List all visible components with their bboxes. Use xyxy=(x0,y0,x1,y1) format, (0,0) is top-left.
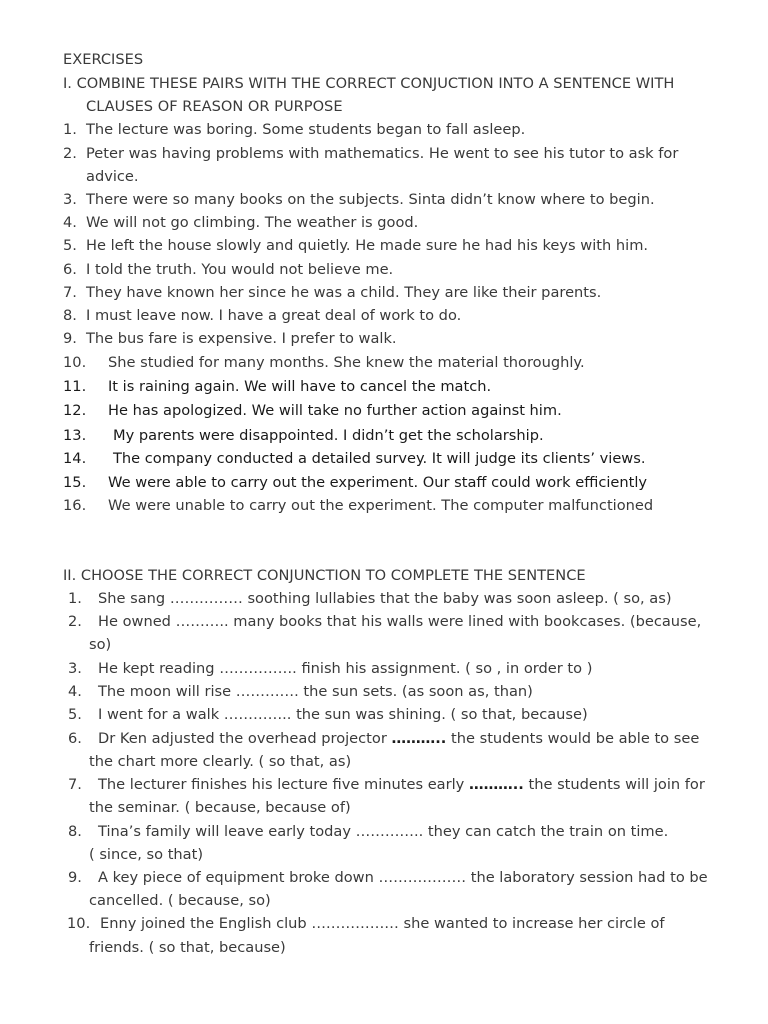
blank-dots: ……………… xyxy=(311,915,399,932)
s2-item-num: 2. xyxy=(68,613,82,630)
blank-dots: ……….. xyxy=(175,613,229,630)
s2-item-num: 9. xyxy=(68,869,82,886)
s1-item-text: There were so many books on the subjects. Sinta didn’t know where to begin. xyxy=(86,191,655,208)
s2-item-num: 8. xyxy=(68,823,82,840)
section1-heading: I. COMBINE THESE PAIRS WITH THE CORRECT CONJUCTION INTO A SENTENCE WITH xyxy=(63,75,675,92)
s2-item-num: 10. xyxy=(67,915,91,932)
s1-item-num: 16. xyxy=(63,497,87,514)
blank-dots: ……….. xyxy=(468,776,524,793)
s1-item-num: 9. xyxy=(63,330,77,347)
s1-item-num: 7. xyxy=(63,284,77,301)
s2-item-text: He kept reading ……………. finish his assignment. ( so , in order to ) xyxy=(98,660,593,677)
page-title: EXERCISES xyxy=(63,51,144,68)
blank-dots: ……………. xyxy=(219,660,297,677)
s2-item-text-cont: the chart more clearly. ( so that, as) xyxy=(89,753,352,770)
s1-item-text-cont: advice. xyxy=(86,168,139,185)
s2-item-text: She sang …………… soothing lullabies that the baby was soon asleep. ( so, as) xyxy=(98,590,672,607)
s1-item-text: He has apologized. We will take no further action against him. xyxy=(108,402,562,419)
s1-item-text: We were unable to carry out the experiment. The computer malfunctioned xyxy=(108,497,654,514)
blank-dots: ………….. xyxy=(223,706,292,723)
s2-item-text: A key piece of equipment broke down ……………… the laboratory session had to be xyxy=(98,869,708,886)
s1-item-num: 8. xyxy=(63,307,77,324)
s1-item-text: I told the truth. You would not believe me. xyxy=(86,261,394,278)
s1-item-text: He left the house slowly and quietly. He made sure he had his keys with him. xyxy=(86,237,649,254)
s2-item-text-cont: ( since, so that) xyxy=(89,846,204,863)
s1-item-text: The company conducted a detailed survey. It will judge its clients’ views. xyxy=(113,450,646,467)
s1-item-num: 2. xyxy=(63,145,77,162)
s1-item-num: 10. xyxy=(63,354,87,371)
s2-item-num: 3. xyxy=(68,660,82,677)
s2-item-text: The moon will rise …………. the sun sets. (as soon as, than) xyxy=(98,683,533,700)
s1-item-num: 14. xyxy=(63,450,87,467)
s1-item-text: We will not go climbing. The weather is good. xyxy=(86,214,419,231)
s2-item-text: Enny joined the English club ……………… she wanted to increase her circle of xyxy=(100,915,665,932)
s2-item-text-cont: the seminar. ( because, because of) xyxy=(89,799,351,816)
s2-item-text-cont: friends. ( so that, because) xyxy=(89,939,286,956)
blank-dots: ……………… xyxy=(378,869,467,886)
blank-dots: ………….. xyxy=(355,823,424,840)
s2-item-num: 6. xyxy=(68,730,82,747)
s1-item-text: I must leave now. I have a great deal of work to do. xyxy=(86,307,462,324)
s2-item-text: Tina’s family will leave early today ………….. they can catch the train on time. xyxy=(98,823,669,840)
s1-item-num: 13. xyxy=(63,427,87,444)
s1-item-text: The bus fare is expensive. I prefer to walk. xyxy=(86,330,397,347)
s1-item-num: 4. xyxy=(63,214,77,231)
s2-item-text-cont: cancelled. ( because, so) xyxy=(89,892,271,909)
s1-item-text: They have known her since he was a child. They are like their parents. xyxy=(86,284,602,301)
blank-dots: …………. xyxy=(235,683,299,700)
s1-item-num: 12. xyxy=(63,402,87,419)
s2-item-num: 7. xyxy=(68,776,82,793)
s1-item-text: We were able to carry out the experiment. Our staff could work efficiently xyxy=(108,474,648,491)
s2-item-num: 4. xyxy=(68,683,82,700)
s2-item-text: He owned ……….. many books that his walls were lined with bookcases. (because, xyxy=(98,613,702,630)
section1-heading-cont: CLAUSES OF REASON OR PURPOSE xyxy=(86,98,343,115)
s2-item-text-cont: so) xyxy=(89,636,112,653)
s1-item-num: 15. xyxy=(63,474,87,491)
s2-item-num: 5. xyxy=(68,706,82,723)
section2-heading: II. CHOOSE THE CORRECT CONJUNCTION TO COMPLETE THE SENTENCE xyxy=(63,567,586,584)
s1-item-num: 11. xyxy=(63,378,87,395)
s2-item-text: Dr Ken adjusted the overhead projector ……….. the students would be able to see xyxy=(98,730,700,747)
s1-item-num: 1. xyxy=(63,121,77,138)
s2-item-text: I went for a walk ………….. the sun was shining. ( so that, because) xyxy=(98,706,588,723)
s1-item-num: 5. xyxy=(63,237,77,254)
blank-dots: …………… xyxy=(169,590,243,607)
s1-item-text: It is raining again. We will have to cancel the match. xyxy=(108,378,492,395)
s1-item-num: 3. xyxy=(63,191,77,208)
s1-item-num: 6. xyxy=(63,261,77,278)
s1-item-text: Peter was having problems with mathematics. He went to see his tutor to ask for xyxy=(86,145,679,162)
s1-item-text: She studied for many months. She knew the material thoroughly. xyxy=(108,354,585,371)
s2-item-num: 1. xyxy=(68,590,82,607)
s2-item-text: The lecturer finishes his lecture five minutes early ……….. the students will join for xyxy=(98,776,705,793)
blank-dots: ……….. xyxy=(391,730,447,747)
s1-item-text: The lecture was boring. Some students began to fall asleep. xyxy=(86,121,526,138)
s1-item-text: My parents were disappointed. I didn’t get the scholarship. xyxy=(113,427,544,444)
